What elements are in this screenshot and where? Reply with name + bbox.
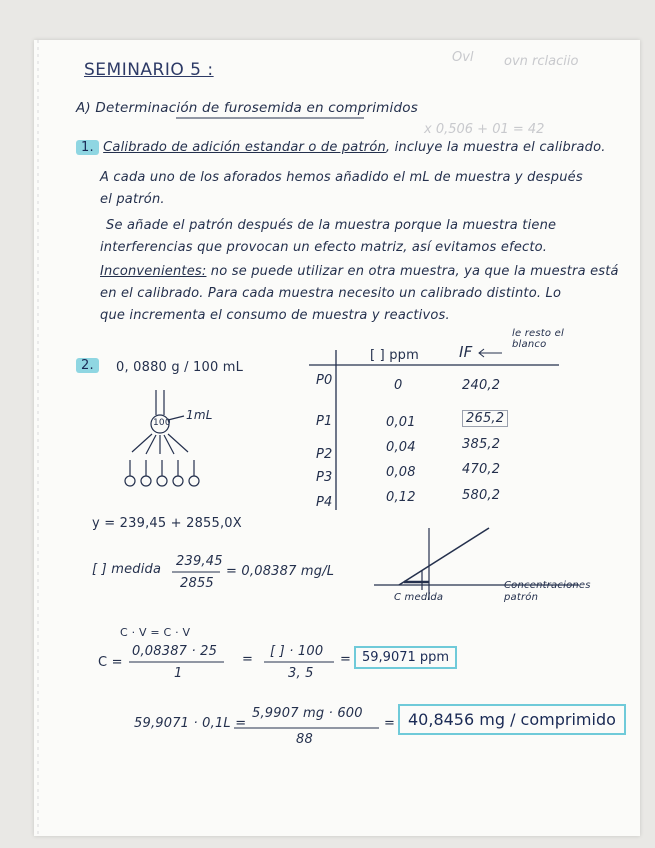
conc-denominator: 2855 — [180, 576, 214, 591]
final-numerator: 5,9907 mg · 600 — [252, 706, 363, 721]
row-conc-p2: 0,04 — [386, 440, 416, 455]
row-conc-p0: 0 — [394, 378, 403, 393]
final-left: 59,9071 · 0,1L = — [134, 716, 247, 731]
conc-label: [ ] medida — [92, 562, 162, 577]
item-1-line-4: Se añade el patrón después de la muestra porque la muestra tiene — [106, 218, 557, 233]
final-result-box: 40,8456 mg / comprimido — [398, 704, 626, 735]
c-eq-numerator: 0,08387 · 25 — [132, 644, 218, 659]
graph-x-label: Concentraciones patrón — [504, 580, 591, 603]
item-1-line-3: el patrón. — [100, 192, 165, 207]
graph-c-label: C medida — [394, 592, 444, 603]
row-conc-p4: 0,12 — [386, 490, 416, 505]
conc-result: = 0,08387 mg/L — [226, 564, 335, 579]
table-note: le resto el blanco — [512, 328, 564, 350]
c-result-box: 59,9071 ppm — [354, 646, 457, 669]
item-1-inconvenientes — [100, 264, 619, 279]
item-1-line-7: en el calibrado. Para cada muestra necesito un calibrado distinto. Lo — [100, 286, 562, 301]
item-1-line-8: que incrementa el consumo de muestra y reactivos. — [100, 308, 450, 323]
item-1 — [76, 140, 606, 155]
row-conc-p1: 0,01 — [386, 415, 416, 430]
c-eq-mid-denominator: 3, 5 — [288, 666, 314, 681]
flask-label: 100 — [153, 418, 171, 428]
section-a-heading: A) Determinación de furosemida en comprimidos — [76, 100, 418, 116]
row-label-p4: P4 — [316, 495, 333, 510]
pipette-label: 1mL — [186, 408, 213, 422]
table-header-if: IF — [459, 343, 473, 361]
cv-equation: C · V = C · V — [120, 626, 191, 639]
final-denominator: 88 — [296, 732, 313, 747]
page-title: SEMINARIO 5 : — [84, 60, 214, 80]
row-if-p2: 385,2 — [462, 437, 501, 452]
row-if-p1: 265,2 — [462, 410, 508, 427]
row-label-p1: P1 — [316, 414, 333, 429]
regression-equation: y = 239,45 + 2855,0X — [92, 516, 242, 531]
c-eq-left: C = — [98, 655, 123, 670]
table-header-conc: [ ] ppm — [370, 348, 419, 363]
inconvenientes-text: no se puede utilizar en otra muestra, ya que la muestra está — [210, 264, 619, 279]
row-if-p3: 470,2 — [462, 462, 501, 477]
notebook-page: Ovl ovn rclaciio x 0,506 + 01 = 42 SEMINARIO 5 : A) Determinación de furosemida en comprimidos 1. Calibrado de adición estandar o de patrón, incluye la muestra el calibrado. A cada uno de los aforados hemos añadido el mL de muestra y después el patrón. Se añade el patrón después de la muestra porque la muestra tiene interferencias que provocan un efecto matriz, así evitamos efecto. Inconvenientes: no se puede utilizar en otra muestra, ya que la muestra está en el calibrado. Para cada muestra necesito un calibrado distinto. Lo que incrementa el consumo de muestra y reactivos. 2. 0, 0880 g / 100 mL 100 1mL le resto el blanco [ ] ppm IF P0 P1 P2 P3 P4 0 0,01 0,04 0,08 0,12 240,2 265,2 385,2 470,2 580,2 y = 239,45 + 2855,0X [ ] medida 239,45 2855 = 0,08387 mg/L Concentraciones patrón C medida C · V = C · V C = 0,08387 · 25 1 = [ ] · 100 3, 5 = 59,9071 ppm 59,9071 · 0,1L = 5,9907 mg · 600 88 = 40,8456 mg / comprimido — [34, 40, 640, 836]
sample-mass: 0, 0880 g / 100 mL — [116, 360, 244, 375]
row-if-p0: 240,2 — [462, 378, 501, 393]
item-1-line-5: interferencias que provocan un efecto matriz, así evitamos efecto. — [100, 240, 548, 255]
row-label-p0: P0 — [316, 373, 333, 388]
conc-numerator: 239,45 — [176, 554, 223, 569]
row-conc-p3: 0,08 — [386, 465, 416, 480]
item-2 — [76, 358, 99, 373]
item-1-number: 1. — [76, 140, 99, 155]
item-1-heading: Calibrado de adición estandar o de patrón — [103, 140, 386, 155]
c-eq-mid-numerator: [ ] · 100 — [270, 644, 324, 659]
row-label-p2: P2 — [316, 447, 333, 462]
item-1-heading-rest: , incluye la muestra el calibrado. — [385, 140, 606, 155]
row-label-p3: P3 — [316, 470, 333, 485]
item-1-line-2: A cada uno de los aforados hemos añadido el mL de muestra y después — [100, 170, 583, 185]
flask-diagram — [125, 390, 199, 486]
row-if-p4: 580,2 — [462, 488, 501, 503]
item-2-number: 2. — [76, 358, 99, 373]
c-eq-denominator: 1 — [174, 666, 183, 681]
inconvenientes-label: Inconvenientes: — [100, 264, 207, 279]
